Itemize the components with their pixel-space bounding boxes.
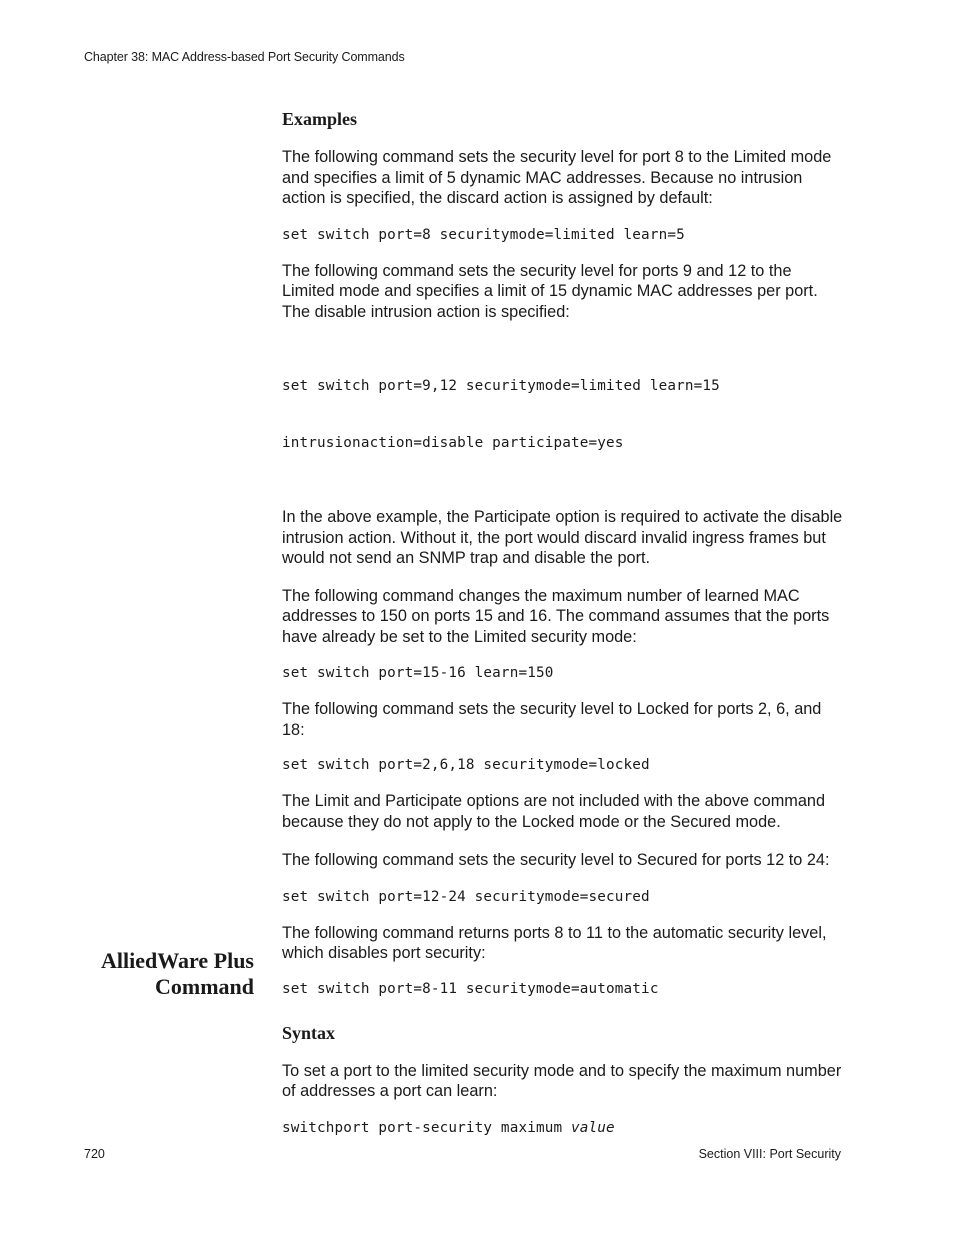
main-content — [282, 108, 847, 1138]
examples-paragraph-3: In the above example, the Participate option is required to activate the disable intrusion action. Without it, the port would discard invalid ingress frames but would not send an SNMP trap and disable the port. — [282, 508, 843, 567]
syntax-command — [282, 1119, 847, 1138]
footer-section: Section VIII: Port Security — [698, 1147, 841, 1161]
code-example-5: set switch port=12-24 securitymode=secured — [282, 888, 650, 905]
code-example-2 — [282, 339, 847, 491]
running-header: Chapter 38: MAC Address-based Port Security Commands — [84, 50, 405, 64]
examples-paragraph-5: The following command sets the security level to Locked for ports 2, 6, and 18: — [282, 700, 822, 739]
side-heading-line1: AlliedWare Plus — [101, 948, 254, 973]
examples-paragraph-6: The Limit and Participate options are not included with the above command because they do not apply to the Locked mode or the Secured mode. — [282, 792, 826, 831]
syntax-heading: Syntax — [282, 1022, 336, 1043]
examples-paragraph-1: The following command sets the security level for port 8 to the Limited mode and specifies a limit of 5 dynamic MAC addresses. Because no intrusion action is specified, the discard action is assigned by default: — [282, 148, 832, 207]
code-example-4: set switch port=2,6,18 securitymode=locked — [282, 757, 650, 773]
examples-paragraph-2: The following command sets the security level for ports 9 and 12 to the Limited mode and specifies a limit of 15 dynamic MAC addresses per port. The disable intrusion action is specified: — [282, 261, 818, 321]
code-example-1: set switch port=8 securitymode=limited learn=5 — [282, 226, 685, 243]
examples-heading: Examples — [282, 109, 358, 129]
code-example-6: set switch port=8-11 securitymode=automatic — [282, 980, 659, 997]
examples-paragraph-4: The following command changes the maximum number of learned MAC addresses to 150 on ports 15 and 16. The command assumes that the ports have already be set to the Limited security mode: — [282, 586, 830, 646]
page-number: 720 — [84, 1147, 105, 1161]
code-example-2-line1: set switch port=9,12 securitymode=limited learn=15 — [282, 378, 720, 394]
code-example-3: set switch port=15-16 learn=150 — [282, 665, 554, 681]
syntax-command-parameter: value — [571, 1119, 615, 1136]
syntax-paragraph: To set a port to the limited security mode and to specify the maximum number of addresses a port can learn: — [282, 1061, 842, 1100]
side-heading-line2: Command — [154, 974, 254, 999]
code-example-2-line2: intrusionaction=disable participate=yes — [282, 435, 624, 451]
examples-paragraph-8: The following command returns ports 8 to 11 to the automatic security level, which disables port security: — [282, 923, 827, 962]
side-heading-alliedware-plus-command — [101, 948, 254, 1000]
examples-paragraph-7: The following command sets the security level to Secured for ports 12 to 24: — [282, 851, 830, 869]
syntax-command-text: switchport port-security maximum — [282, 1119, 571, 1136]
